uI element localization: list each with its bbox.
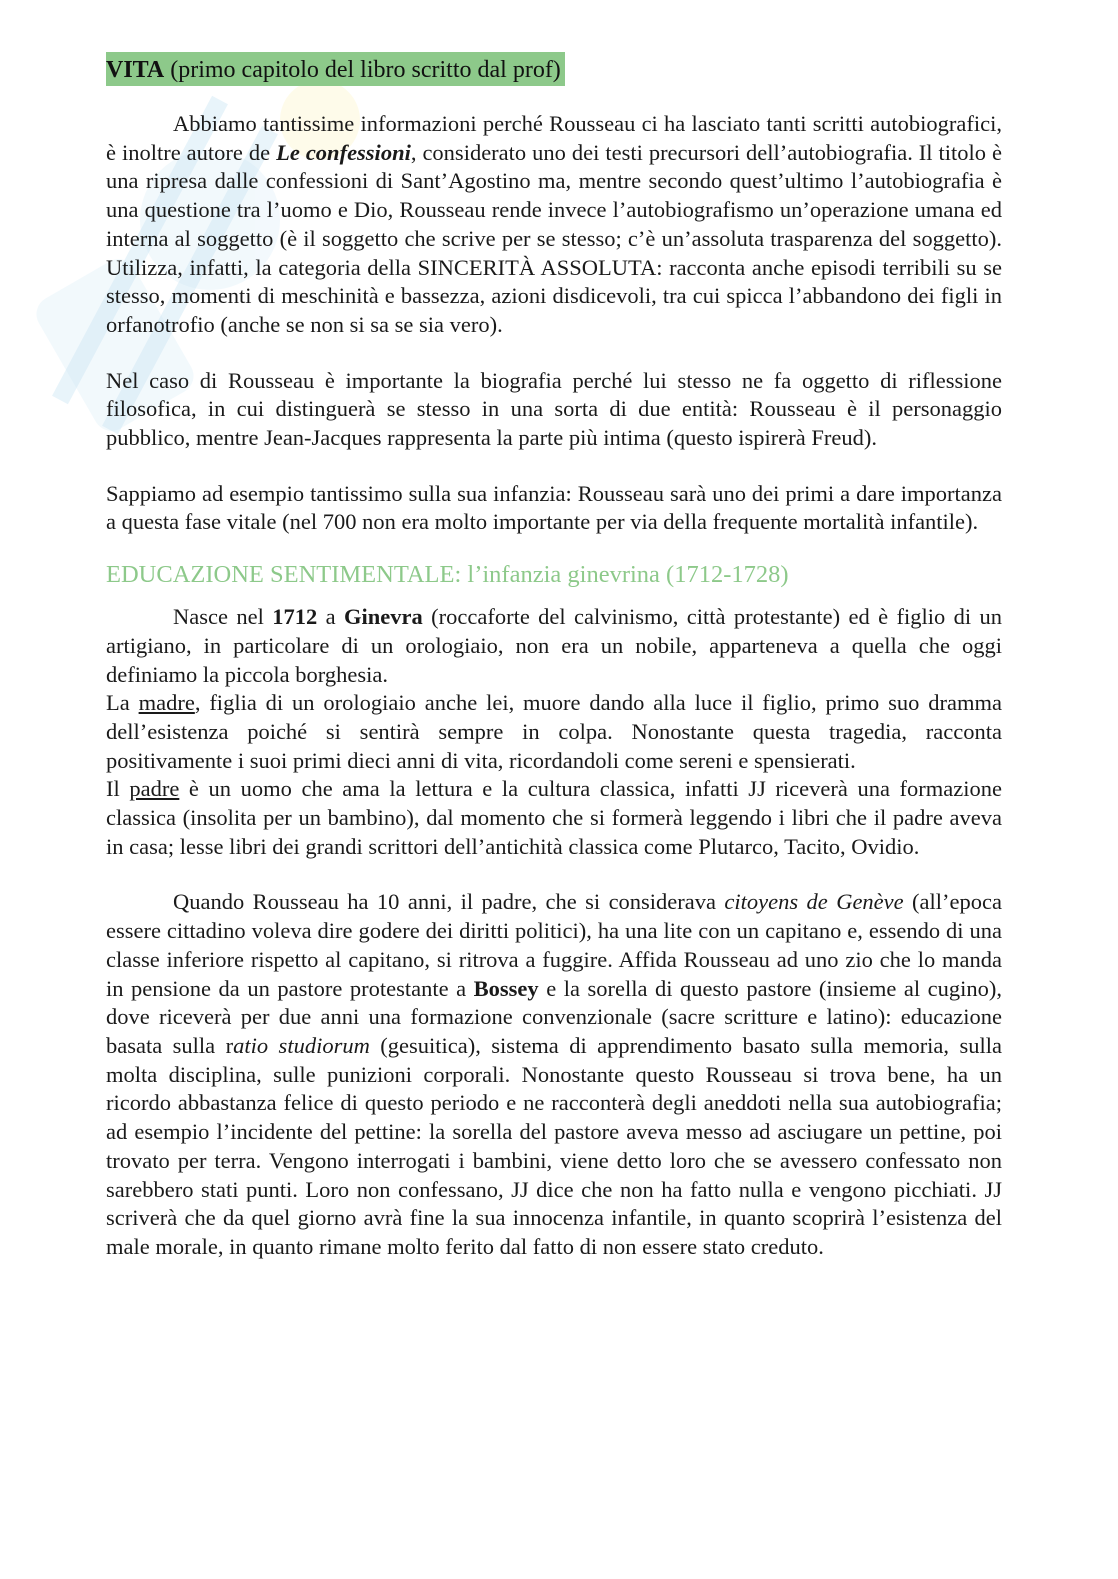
paragraph-bossey: Quando Rousseau ha 10 anni, il padre, che si considerava citoyens de Genève (all’epoca essere cittadino voleva dire godere dei diritti politici), ha una lite con un capitano e, essendo di una classe inferiore rispetto al capitano, si ritrova a fuggire. Affida Rousseau ad uno zio che lo manda in pensione da un pastore protestante a Bossey e la sorella di questo pastore (insieme al cugino), dove riceverà per due anni una formazione convenzionale (sacre scritture e latino): educazione basata sulla ratio studiorum (gesuitica), sistema di apprendimento basato sulla memoria, sulla molta disciplina, sulle punizioni corporali. Nonostante questo Rousseau si trova bene, ha un ricordo abbastanza felice di questo periodo e ne racconterà degli aneddoti nella sua autobiografia; ad esempio l’incidente del pettine: la sorella del pastore aveva messo ad asciugare un pettine, poi trovato per terra. Vengono interrogati i bambini, viene detto loro che se avessero confessato non sarebbero stati punti. Loro non confessano, JJ dice che non ha fatto nulla e vengono picchiati. JJ scriverà che da quel giorno avrà fine la sua innocenza infantile, in quanto scoprirà l’esistenza del male morale, in quanto rimane molto ferito dal fatto di non essere stato creduto. xyxy=(106,889,1002,1259)
paragraph-birth: Nasce nel 1712 a Ginevra (roccaforte del calvinismo, città protestante) ed è figlio di un artigiano, in particolare di un orologiaio, non era un nobile, apparteneva a quella che oggi definiamo la piccola borghesia. xyxy=(106,604,1003,687)
section-heading: EDUCAZIONE SENTIMENTALE: l’infanzia ginevrina (1712-1728) xyxy=(106,561,789,589)
paragraph-father: Il padre è un uomo che ama la lettura e la cultura classica, infatti JJ riceverà una formazione classica (insolita per un bambino), dal momento che si formerà leggendo i libri che il padre aveva in casa; lesse libri dei grandi scrittori dell’antichità classica come Plutarco, Tacito, Ovidio. xyxy=(106,776,1002,859)
page-title: VITA (primo capitolo del libro scritto dal prof) xyxy=(106,52,565,86)
paragraph-childhood: Sappiamo ad esempio tantissimo sulla sua infanzia: Rousseau sarà uno dei primi a dare importanza a questa fase vitale (nel 700 non era molto importante per via della frequente mortalità infantile). xyxy=(106,480,1002,535)
book-title: Le confessioni xyxy=(276,139,411,165)
document-page xyxy=(106,52,1002,1262)
paragraph-biography: Nel caso di Rousseau è importante la biografia perché lui stesso ne fa oggetto di riflessione filosofica, in cui distinguerà se stesso in una sorta di due entità: Rousseau è il personaggio pubblico, mentre Jean-Jacques rappresenta la parte più intima (questo ispirerà Freud). xyxy=(106,367,1002,451)
paragraph-mother: La madre, figlia di un orologiaio anche lei, muore dando alla luce il figlio, primo suo dramma dell’esistenza poiché si sentirà sempre in colpa. Nonostante questa tragedia, racconta positivamente i suoi primi dieci anni di vita, ricordandoli come sereni e spensierati. xyxy=(106,690,1002,773)
paragraph-intro: Abbiamo tantissime informazioni perché Rousseau ci ha lasciato tanti scritti autobiografici, è inoltre autore de Le confessioni, considerato uno dei testi precursori dell’autobiografia. Il titolo è una ripresa dalle confessioni di Sant’Agostino ma, mentre secondo quest’ultimo l’autobiografia è una questione tra l’uomo e Dio, Rousseau rende invece l’autobiografismo un’operazione umana ed interna al soggetto (è il soggetto che scrive per se stesso; c’è un’assoluta trasparenza del soggetto). Utilizza, infatti, la categoria della SINCERITÀ ASSOLUTA: racconta anche episodi terribili su se stesso, momenti di meschinità e bassezza, azioni disdicevoli, tra cui spicca l’abbandono dei figli in orfanotrofio (anche se non si sa se sia vero). xyxy=(106,111,1002,337)
